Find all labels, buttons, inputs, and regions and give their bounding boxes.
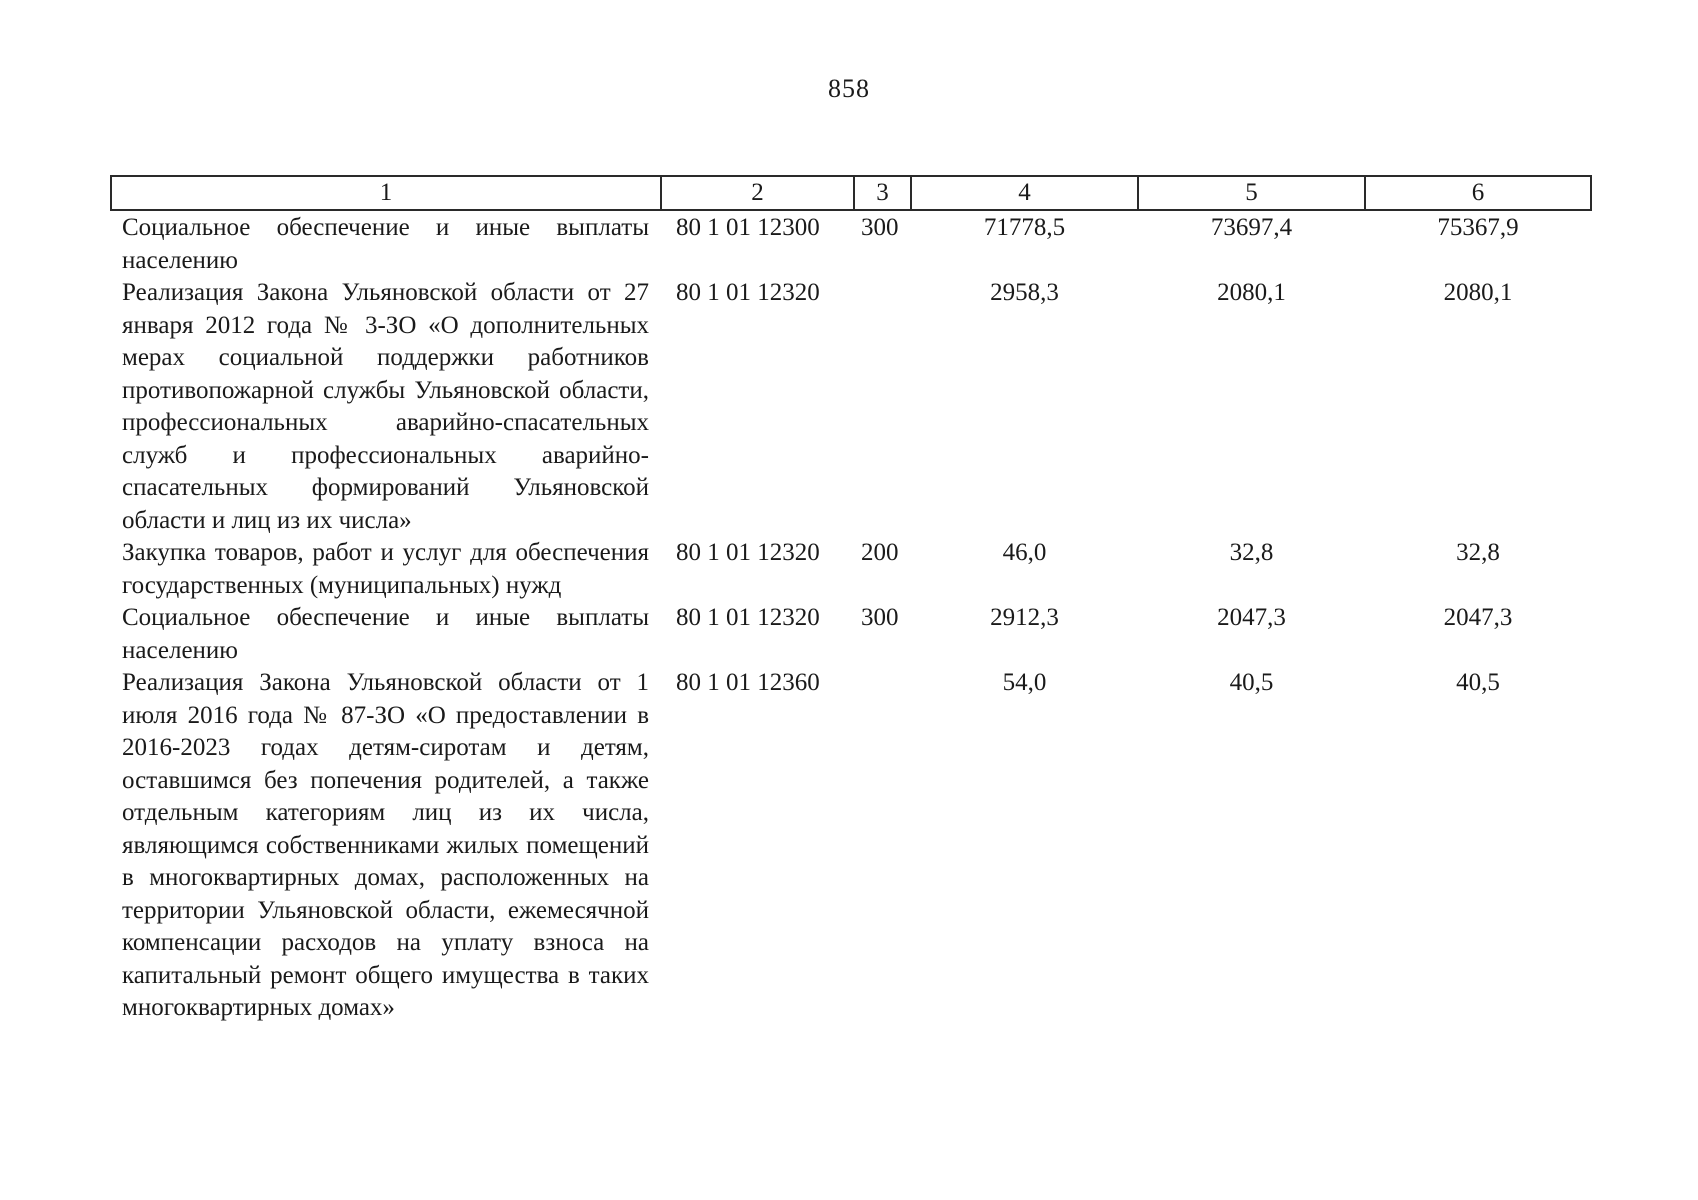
header-row	[111, 176, 1591, 210]
budget-table	[110, 175, 1592, 1025]
column-header-1: 1	[111, 176, 661, 210]
row-expense-type	[854, 277, 911, 537]
row-name: Реализация Закона Ульяновской области от 27 января 2012 года № 3-ЗО «О дополнительных мерах социальной поддержки работников противопожарной службы Ульяновской области, профессиональных аварийно-спасательных служб и профессиональных аварийно-спасательных формирований Ульяновской области и лиц из их числа»	[122, 279, 649, 534]
column-header-3: 3	[854, 176, 911, 210]
column-header-5: 5	[1138, 176, 1365, 210]
row-expense-type: 200	[861, 539, 899, 566]
row-value-6: 2047,3	[1443, 604, 1513, 631]
table-body	[111, 210, 1591, 1025]
row-value-4: 2958,3	[990, 279, 1059, 306]
column-header-4: 4	[911, 176, 1138, 210]
row-value-6: 40,5	[1456, 669, 1500, 696]
row-value-4: 54,0	[1002, 669, 1047, 696]
row-value-5: 73697,4	[1210, 214, 1293, 241]
table-row	[111, 537, 1591, 602]
table-row	[111, 277, 1591, 537]
row-name: Социальное обеспечение и иные выплаты населению	[122, 214, 649, 274]
row-code: 80 1 01 12300	[676, 214, 820, 241]
row-expense-type	[854, 667, 911, 1025]
row-value-5: 2080,1	[1217, 279, 1286, 306]
row-value-5: 40,5	[1229, 669, 1274, 696]
table-row	[111, 602, 1591, 667]
row-value-5: 2047,3	[1217, 604, 1286, 631]
row-value-6: 75367,9	[1437, 214, 1519, 241]
row-code: 80 1 01 12320	[676, 604, 820, 631]
row-code: 80 1 01 12320	[676, 539, 820, 566]
row-value-4: 2912,3	[990, 604, 1059, 631]
row-value-6: 2080,1	[1443, 279, 1513, 306]
row-name: Закупка товаров, работ и услуг для обеспечения государственных (муниципальных) нужд	[122, 539, 649, 599]
row-code: 80 1 01 12360	[676, 669, 820, 696]
row-expense-type: 300	[861, 604, 899, 631]
table-row	[111, 667, 1591, 1025]
table-header	[111, 176, 1591, 210]
row-name: Социальное обеспечение и иные выплаты населению	[122, 604, 649, 664]
row-expense-type: 300	[861, 214, 899, 241]
row-name: Реализация Закона Ульяновской области от 1 июля 2016 года № 87-ЗО «О предоставлении в 2016-2023 годах детям-сиротам и детям, оставшимся без попечения родителей, а также отдельным категориям лиц из их числа, являющимся собственниками жилых помещений в многоквартирных домах, расположенных на территории Ульяновской области, ежемесячной компенсации расходов на уплату взноса на капитальный ремонт общего имущества в таких многоквартирных домах»	[122, 669, 649, 1021]
budget-table-container	[110, 175, 1590, 1025]
row-value-6: 32,8	[1456, 539, 1500, 566]
column-header-2: 2	[661, 176, 854, 210]
row-code: 80 1 01 12320	[676, 279, 820, 306]
row-value-4: 71778,5	[983, 214, 1066, 241]
row-value-5: 32,8	[1229, 539, 1274, 566]
page-number: 858	[828, 74, 870, 103]
table-row	[111, 210, 1591, 277]
row-value-4: 46,0	[1002, 539, 1047, 566]
column-header-6: 6	[1365, 176, 1591, 210]
